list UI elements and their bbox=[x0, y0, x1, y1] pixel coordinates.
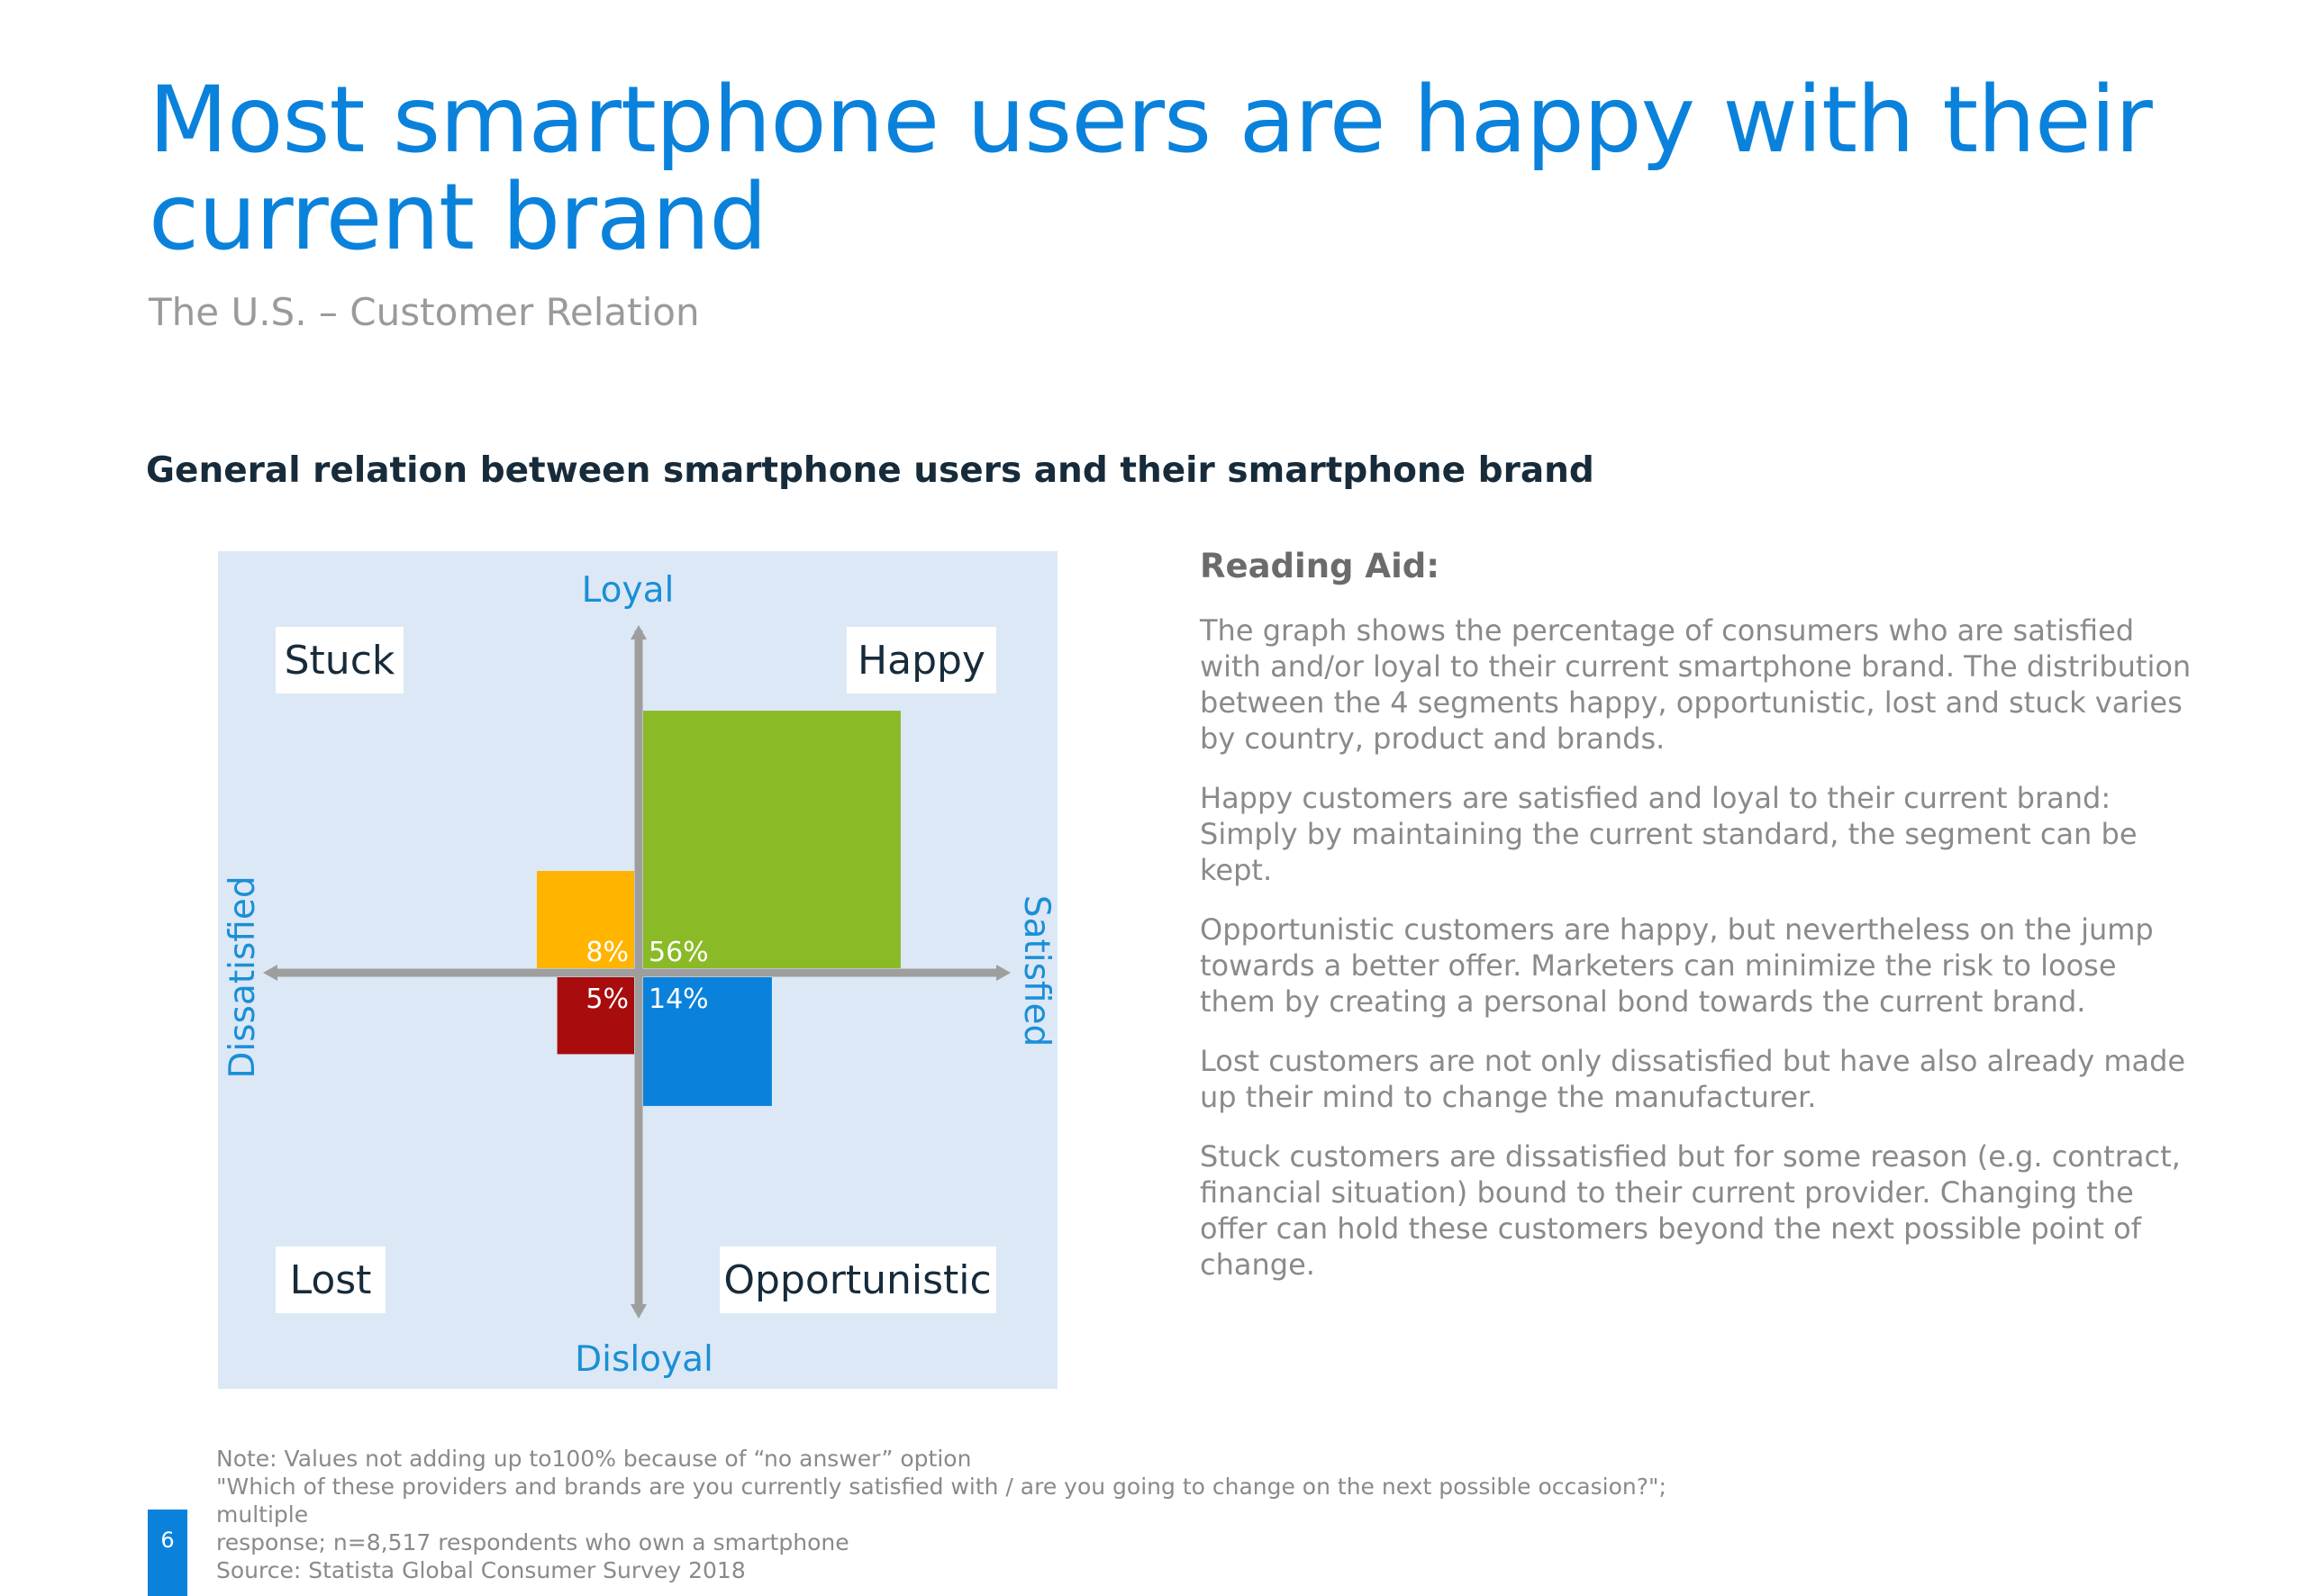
segment-happy bbox=[643, 711, 901, 968]
reading-aid-paragraph: Stuck customers are dissatisfied but for some reason (e.g. contract, financial situation) bound to their current provider. Changing the offer can hold these customers beyond the next possible point of change. bbox=[1200, 1139, 2181, 1282]
quadrant-chart bbox=[218, 551, 1058, 1389]
data-label-stuck: 8% bbox=[586, 937, 629, 968]
reading-aid-paragraph: The graph shows the percentage of consumers who are satisfied with and/or loyal to their current smartphone brand. The distribution between the 4 segments happy, opportunistic, lost and stuck varies by country, product and brands. bbox=[1200, 613, 2192, 756]
axis-label-loyal: Loyal bbox=[581, 570, 675, 611]
page-subtitle: The U.S. – Customer Relation bbox=[149, 290, 700, 334]
axis-label-disloyal: Disloyal bbox=[575, 1339, 713, 1380]
data-label-opportunistic: 14% bbox=[649, 984, 709, 1015]
reading-aid-paragraph: Lost customers are not only dissatisfied but have also already made up their mind to change the manufacturer. bbox=[1200, 1044, 2186, 1114]
axis-label-dissatisfied: Dissatisfied bbox=[222, 875, 263, 1079]
quadrant-label-happy: Happy bbox=[858, 638, 985, 684]
page-title: Most smartphone users are happy with their current brand bbox=[149, 67, 2152, 271]
page-number: 6 bbox=[160, 1528, 175, 1553]
data-label-happy: 56% bbox=[649, 937, 709, 968]
footnote-question-continued: response; n=8,517 respondents who own a smartphone bbox=[216, 1529, 849, 1555]
reading-aid-paragraph: Opportunistic customers are happy, but nevertheless on the jump towards a better offer. Marketers can minimize the risk to loose them by creating a personal bond towards the current brand. bbox=[1200, 912, 2154, 1019]
axis-label-satisfied: Satisfied bbox=[1016, 894, 1057, 1047]
data-label-lost: 5% bbox=[586, 984, 629, 1015]
footnote-question: "Which of these providers and brands are you currently satisfied with / are you going to change on the next possible occasion?"; multiple bbox=[216, 1474, 1666, 1528]
reading-aid-body bbox=[1200, 612, 2200, 1306]
page-marker bbox=[148, 1510, 187, 1596]
quadrant-label-opportunistic: Opportunistic bbox=[723, 1257, 992, 1303]
quadrant-label-stuck: Stuck bbox=[284, 638, 395, 684]
footnote-source: Source: Statista Global Consumer Survey 2018 bbox=[216, 1557, 746, 1583]
reading-aid-paragraph: Happy customers are satisfied and loyal to their current brand: Simply by maintaining the current standard, the segment can be kept. bbox=[1200, 781, 2138, 887]
chart-heading: General relation between smartphone users and their smartphone brand bbox=[146, 450, 1594, 491]
footnote-note: Note: Values not adding up to100% because of “no answer” option bbox=[216, 1446, 972, 1472]
footnotes bbox=[216, 1445, 1748, 1584]
quadrant-label-lost: Lost bbox=[289, 1257, 372, 1303]
reading-aid-heading: Reading Aid: bbox=[1200, 547, 1440, 585]
